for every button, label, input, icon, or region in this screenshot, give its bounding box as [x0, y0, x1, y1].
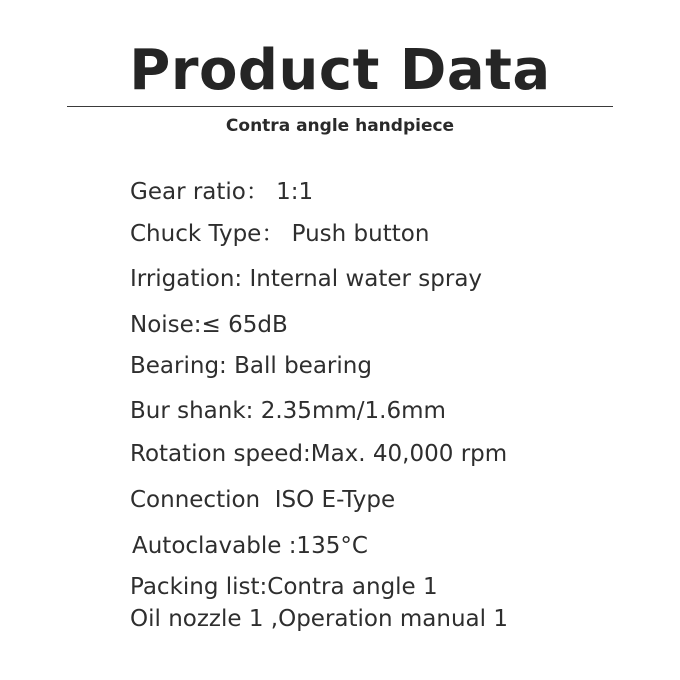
page-subtitle: Contra angle handpiece	[225, 116, 455, 136]
spec-noise: Noise:≤ 65dB	[130, 312, 288, 338]
spec-packing-list-continued: Oil nozzle 1 ,Operation manual 1	[130, 606, 508, 632]
spec-packing-list: Packing list:Contra angle 1	[130, 574, 438, 600]
spec-chuck-type: Chuck Type： Push button	[130, 221, 430, 247]
spec-autoclavable: Autoclavable :135°C	[132, 533, 368, 559]
spec-irrigation: Irrigation: Internal water spray	[130, 266, 483, 292]
page-title: Product Data	[129, 38, 551, 103]
spec-bearing: Bearing: Ball bearing	[130, 353, 372, 379]
spec-connection: Connection ISO E-Type	[130, 487, 396, 513]
spec-bur-shank: Bur shank: 2.35mm/1.6mm	[130, 398, 446, 424]
spec-rotation-speed: Rotation speed:Max. 40,000 rpm	[130, 441, 508, 467]
spec-gear-ratio: Gear ratio： 1:1	[130, 179, 314, 205]
